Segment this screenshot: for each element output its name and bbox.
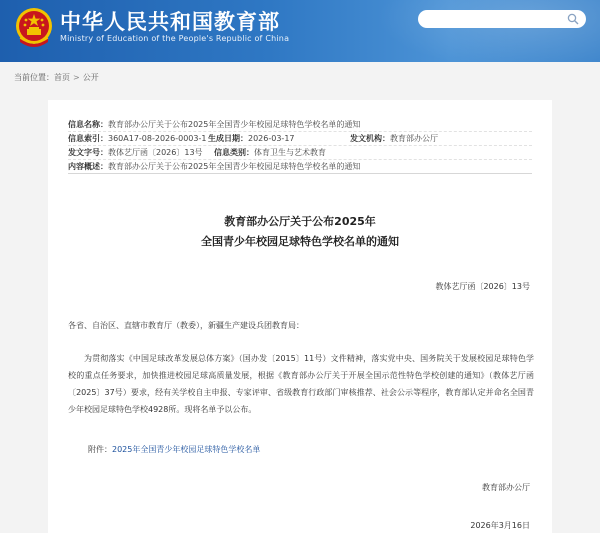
meta-label: 内容概述： (68, 162, 108, 171)
meta-label: 信息类别： (214, 148, 254, 157)
meta-value: 体育卫生与艺术教育 (254, 148, 326, 157)
attachment-line (88, 444, 260, 455)
meta-row-name (68, 118, 532, 132)
search-box (418, 10, 586, 28)
meta-value: 教育部办公厅 (390, 134, 438, 143)
meta-row-index (68, 132, 532, 146)
meta-label: 信息名称： (68, 120, 108, 129)
meta-row-docno (68, 146, 532, 160)
meta-label: 生成日期： (208, 134, 248, 143)
meta-value: 2026-03-17 (248, 134, 295, 143)
info-meta-table (68, 118, 532, 174)
document-title-line1: 教育部办公厅关于公布2025年 (224, 215, 376, 228)
meta-value: 教体艺厅函〔2026〕13号 (108, 148, 203, 157)
document-title-line2: 全国青少年校园足球特色学校名单的通知 (201, 235, 399, 248)
breadcrumb-separator: > (73, 73, 80, 82)
meta-row-summary (68, 160, 532, 174)
search-input[interactable] (426, 12, 562, 26)
meta-value: 教育部办公厅关于公布2025年全国青少年校园足球特色学校名单的通知 (108, 162, 361, 171)
breadcrumb-home[interactable]: 首页 (54, 73, 70, 82)
attachment-link[interactable]: 2025年全国青少年校园足球特色学校名单 (112, 445, 261, 454)
content-panel (48, 100, 552, 533)
document-sign-date: 2026年3月16日 (470, 521, 530, 530)
meta-label: 发文机构： (350, 134, 390, 143)
meta-label: 发文字号： (68, 148, 108, 157)
document-number: 教体艺厅函〔2026〕13号 (435, 282, 530, 291)
meta-value: 教育部办公厅关于公布2025年全国青少年校园足球特色学校名单的通知 (108, 120, 361, 129)
document-salutation: 各省、自治区、直辖市教育厅（教委），新疆生产建设兵团教育局： (68, 321, 304, 330)
site-title[interactable]: 中华人民共和国教育部 (60, 10, 280, 34)
site-header (0, 0, 600, 62)
meta-label: 信息索引： (68, 134, 108, 143)
national-emblem-icon[interactable] (14, 6, 54, 50)
search-icon[interactable] (567, 13, 579, 25)
breadcrumb-prefix: 当前位置： (14, 73, 54, 82)
meta-value: 360A17-08-2026-0003-1 (108, 134, 207, 143)
document-signer: 教育部办公厅 (482, 483, 530, 492)
breadcrumb-public[interactable]: 公开 (82, 73, 99, 82)
site-subtitle: Ministry of Education of the People's Republic of China (60, 34, 290, 43)
attachment-label: 附件： (88, 445, 112, 454)
breadcrumb (14, 72, 99, 83)
document-body: 为贯彻落实《中国足球改革发展总体方案》（国办发〔2015〕11号）文件精神，落实党中央、国务院关于发展校园足球特色学校的重点任务要求，加快推进校园足球高质量发展，根据《教育部办公厅关于开展全国示范性特色学校创建的通知》（教体艺厅函〔2025〕37号）要求，经有关学校自主申报、专家评审、省级教育行政部门审核推荐、社会公示等程序，教育部认定并命名全国青少年校园足球特色学校4928所。现将名单予以公布。 (68, 354, 534, 414)
